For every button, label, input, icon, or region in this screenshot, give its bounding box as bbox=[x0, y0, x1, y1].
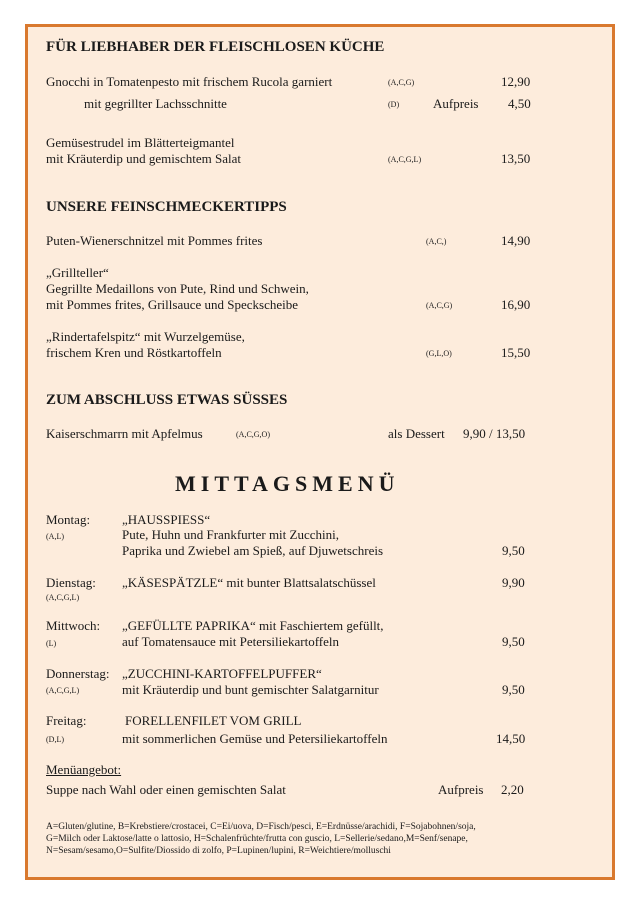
dish-name: Gemüsestrudel im Blätterteigmantel bbox=[46, 135, 235, 150]
dish-description: mit Pommes frites, Grillsauce und Speckscheibe bbox=[46, 297, 299, 312]
dish-description: Paprika und Zwiebel am Spieß, auf Djuwetschreis bbox=[122, 543, 384, 558]
dish-name: Gnocchi in Tomatenpesto mit frischem Rucola garniert bbox=[46, 74, 333, 89]
allergen-codes: (A,L) bbox=[46, 532, 64, 541]
price: 9,50 bbox=[502, 682, 525, 697]
price: 2,20 bbox=[501, 782, 524, 797]
dish-description: auf Tomatensauce mit Petersiliekartoffeln bbox=[122, 634, 340, 649]
dish-extra: mit gegrillter Lachsschnitte bbox=[84, 96, 227, 111]
dish-name: „GEFÜLLTE PAPRIKA“ mit Faschiertem gefüllt, bbox=[122, 618, 384, 633]
surcharge-label: Aufpreis bbox=[433, 96, 479, 111]
price: 9,90 / 13,50 bbox=[463, 426, 526, 441]
allergen-codes: (G,L,O) bbox=[426, 349, 452, 358]
dish-description: frischem Kren und Röstkartoffeln bbox=[46, 345, 222, 360]
price: 13,50 bbox=[501, 151, 531, 166]
price: 12,90 bbox=[501, 74, 531, 89]
allergen-legend-line: A=Gluten/glutine, B=Krebstiere/crostacei, C=Ei/uova, D=Fisch/pesci, E=Erdnüsse/arachidi, F=Sojabohnen/soja, bbox=[46, 822, 476, 832]
section-heading-gourmet: UNSERE FEINSCHMECKERTIPPS bbox=[46, 199, 287, 215]
dish-description: Gegrillte Medaillons von Pute, Rind und Schwein, bbox=[46, 281, 309, 296]
weekday-label: Dienstag: bbox=[46, 575, 96, 590]
price: 9,90 bbox=[502, 575, 525, 590]
dish-name: „Rindertafelspitz“ mit Wurzelgemüse, bbox=[46, 329, 245, 344]
allergen-codes: (A,C,G,L) bbox=[388, 155, 422, 164]
dish-name: FORELLENFILET VOM GRILL bbox=[125, 713, 302, 728]
allergen-codes: (A,C,G,O) bbox=[236, 430, 270, 439]
allergen-legend-line: N=Sesam/sesamo,O=Sulfite/Diossido di zolfo, P=Lupinen/lupini, R=Weichtiere/molluschi bbox=[46, 846, 391, 856]
price: 15,50 bbox=[501, 345, 531, 360]
weekday-label: Montag: bbox=[46, 512, 91, 527]
weekday-label: Freitag: bbox=[46, 713, 87, 728]
allergen-codes: (A,C,G) bbox=[388, 78, 415, 87]
section-heading-vegetarian: FÜR LIEBHABER DER FLEISCHLOSEN KÜCHE bbox=[46, 39, 385, 55]
price: 14,90 bbox=[501, 233, 531, 248]
allergen-codes: (A,C,) bbox=[426, 237, 447, 246]
dish-name: Kaiserschmarrn mit Apfelmus bbox=[46, 426, 203, 441]
allergen-codes: (A,C,G) bbox=[426, 301, 453, 310]
dish-name: „KÄSESPÄTZLE“ mit bunter Blattsalatschüssel bbox=[122, 575, 376, 590]
dessert-label: als Dessert bbox=[388, 426, 445, 441]
section-heading-dessert: ZUM ABSCHLUSS ETWAS SÜSSES bbox=[46, 392, 288, 408]
dish-name: Puten-Wienerschnitzel mit Pommes frites bbox=[46, 233, 263, 248]
dish-description: mit Kräuterdip und gemischtem Salat bbox=[46, 151, 241, 166]
menu-offer-text: Suppe nach Wahl oder einen gemischten Salat bbox=[46, 782, 286, 797]
allergen-codes: (D,L) bbox=[46, 735, 64, 744]
lunch-menu-title: MITTAGSMENÜ bbox=[175, 471, 400, 496]
dish-description: Pute, Huhn und Frankfurter mit Zucchini, bbox=[122, 527, 339, 542]
price: 4,50 bbox=[508, 96, 531, 111]
dish-description: mit Kräuterdip und bunt gemischter Salatgarnitur bbox=[122, 682, 379, 697]
price: 14,50 bbox=[496, 731, 526, 746]
price: 9,50 bbox=[502, 634, 525, 649]
dish-name: „ZUCCHINI-KARTOFFELPUFFER“ bbox=[122, 666, 322, 681]
weekday-label: Donnerstag: bbox=[46, 666, 110, 681]
allergen-codes: (A,C,G,L) bbox=[46, 593, 80, 602]
price: 9,50 bbox=[502, 543, 525, 558]
surcharge-label: Aufpreis bbox=[438, 782, 484, 797]
allergen-codes: (L) bbox=[46, 639, 57, 648]
allergen-codes: (D) bbox=[388, 100, 400, 109]
allergen-legend-line: G=Milch oder Laktose/latte o lattosio, H=Schalenfrüchte/frutta con guscio, L=Sellerie/sedano,M=Senf/senape, bbox=[46, 834, 468, 844]
dish-name: „Grillteller“ bbox=[46, 265, 109, 280]
dish-description: mit sommerlichen Gemüse und Petersiliekartoffeln bbox=[122, 731, 388, 746]
weekday-label: Mittwoch: bbox=[46, 618, 101, 633]
allergen-codes: (A,C,G,L) bbox=[46, 686, 80, 695]
price: 16,90 bbox=[501, 297, 531, 312]
dish-name: „HAUSSPIESS“ bbox=[122, 512, 211, 527]
menu-offer-heading: Menüangebot: bbox=[46, 762, 122, 777]
